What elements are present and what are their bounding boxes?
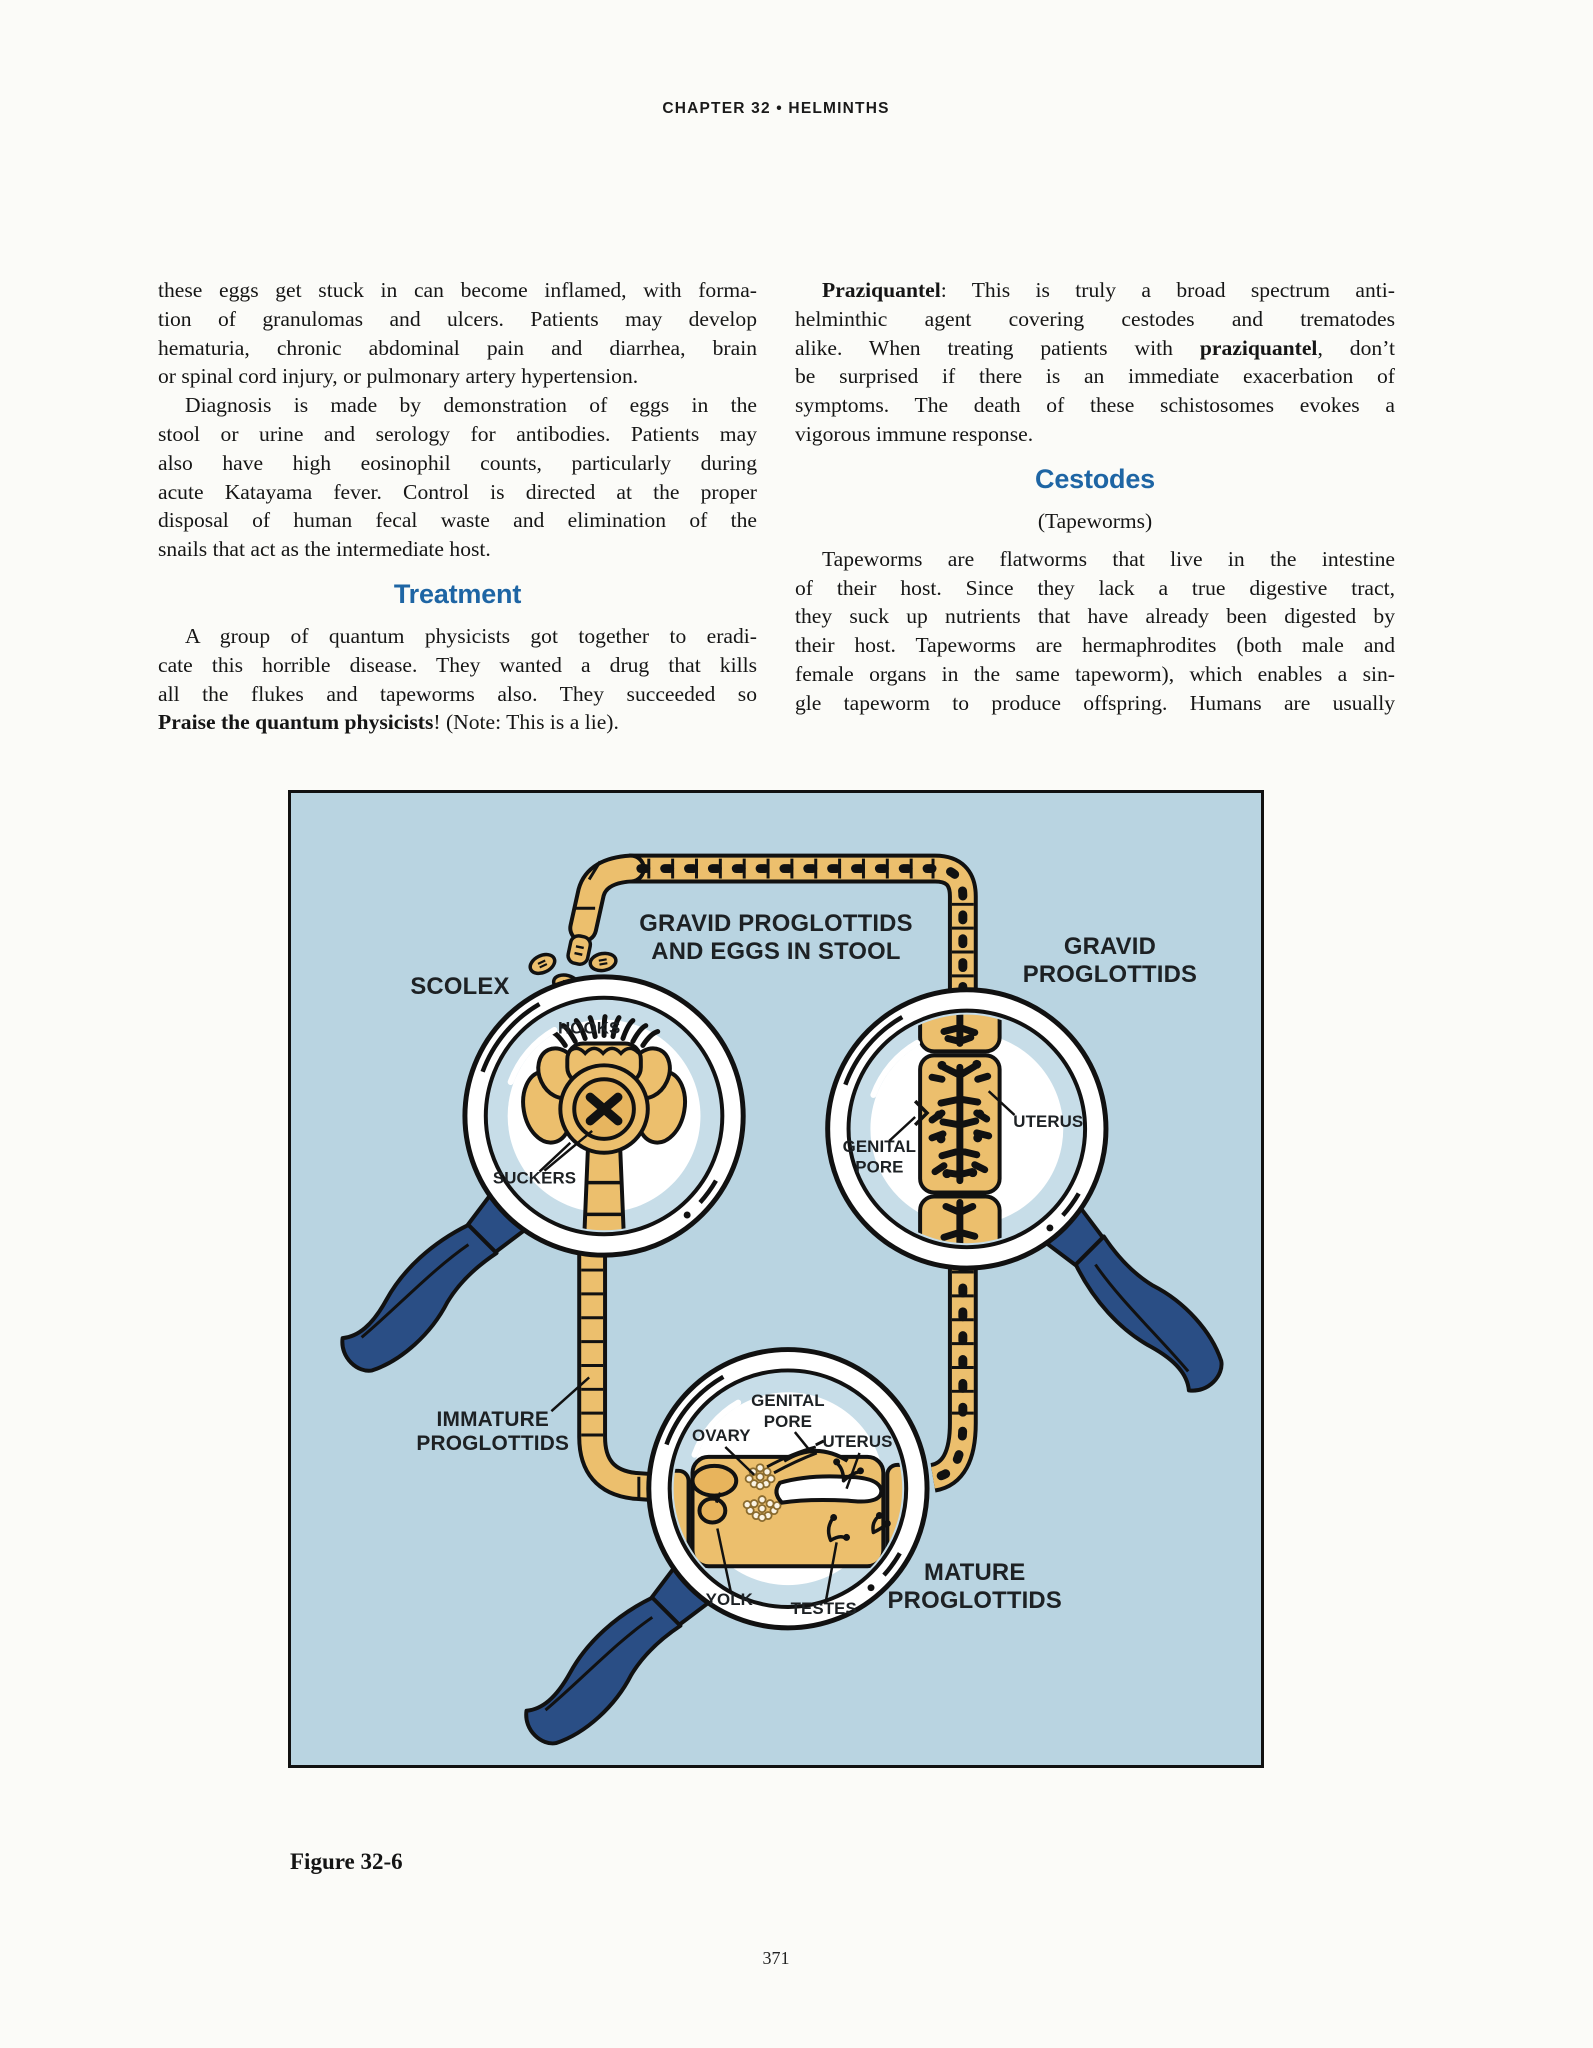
testes-label: TESTES <box>790 1598 857 1618</box>
yolk-label: YOLK <box>705 1589 753 1609</box>
text-line: helminthic agent covering cestodes and trematodes <box>795 306 1395 331</box>
text-line: snails that act as the intermediate host. <box>158 537 491 562</box>
immature-proglottids-label: IMMATURE <box>436 1408 549 1432</box>
paragraph <box>795 545 1395 718</box>
text-line: Praise the quantum physicists! (Note: This is a lie). <box>158 710 619 735</box>
suckers-label: SUCKERS <box>492 1168 577 1188</box>
text-line: they suck up nutrients that have already been digested by <box>795 604 1395 629</box>
mature-proglottids-label: MATURE <box>924 1559 1026 1587</box>
mature-proglottids-label: PROGLOTTIDS <box>887 1586 1062 1614</box>
stool-label: AND EGGS IN STOOL <box>651 937 901 965</box>
immature-proglottids-label: PROGLOTTIDS <box>416 1431 570 1455</box>
text-line: of their host. Since they lack a true digestive tract, <box>795 575 1395 600</box>
text-line: female organs in the same tapeworm), which enables a sin- <box>795 661 1395 686</box>
genital-pore-label: GENITAL <box>751 1391 825 1411</box>
text-line: cate this horrible disease. They wanted a drug that kills <box>158 652 757 677</box>
uterus-label: UTERUS <box>822 1431 893 1451</box>
detached-proglottid <box>567 934 592 965</box>
section-subheading-tapeworms: (Tapeworms) <box>1037 508 1153 533</box>
text-line: be surprised if there is an immediate exacerbation of <box>795 364 1395 389</box>
text-line: tion of granulomas and ulcers. Patients may develop <box>158 306 757 331</box>
scolex-label: SCOLEX <box>410 972 510 1000</box>
text-line: or spinal cord injury, or pulmonary artery hypertension. <box>158 364 639 389</box>
gravid-proglottids-label: GRAVID <box>1063 933 1157 961</box>
uterus-label: UTERUS <box>1013 1111 1084 1131</box>
text-line: A group of quantum physicists got together to eradi- <box>185 623 757 648</box>
text-line: Tapeworms are flatworms that live in the intestine <box>822 546 1395 571</box>
genital-pore-label: GENITAL <box>842 1136 917 1156</box>
text-line: these eggs get stuck in can become inflamed, with forma- <box>158 278 757 302</box>
text-line: symptoms. The death of these schistosomes evokes a <box>795 393 1395 418</box>
mature-proglottid-art <box>661 1441 915 1566</box>
text-line: vigorous immune response. <box>795 421 1034 446</box>
text-line: stool or urine and serology for antibodies. Patients may <box>158 421 757 446</box>
hooks-label: HOOKS <box>557 1018 621 1038</box>
figure-32-6-tapeworm-diagram <box>288 790 1264 1768</box>
left-column <box>158 276 757 737</box>
text-line: hematuria, chronic abdominal pain and diarrhea, brain <box>158 335 757 360</box>
genital-pore-label: PORE <box>855 1157 904 1177</box>
text-line: all the flukes and tapeworms also. They succeeded so <box>158 681 757 706</box>
genital-pore-label: PORE <box>763 1412 813 1432</box>
running-header: CHAPTER 32 • HELMINTHS <box>662 100 890 117</box>
text-line: their host. Tapeworms are hermaphrodites (both male and <box>795 633 1395 658</box>
text-line: acute Katayama fever. Control is directed at the proper <box>158 479 757 504</box>
tapeworm-life-diagram <box>291 793 1261 1765</box>
text-line: alike. When treating patients with praziquantel, don’t <box>795 335 1395 360</box>
paragraph <box>158 391 757 564</box>
stool-label: GRAVID PROGLOTTIDS <box>639 910 913 938</box>
right-column <box>795 276 1395 718</box>
page-number: 371 <box>762 1948 790 1968</box>
paragraph <box>158 276 757 391</box>
paragraph <box>158 622 757 737</box>
section-heading-treatment: Treatment <box>393 578 522 609</box>
paragraph <box>795 276 1395 449</box>
magnifier-mature-proglottids <box>649 1350 927 1628</box>
text-line: also have high eosinophil counts, particularly during <box>158 450 757 475</box>
text-line: Praziquantel: This is truly a broad spectrum anti- <box>822 278 1395 302</box>
text-line: Diagnosis is made by demonstration of eggs in the <box>185 393 757 418</box>
figure-caption: Figure 32-6 <box>290 1849 403 1874</box>
ovary-label: OVARY <box>692 1425 751 1445</box>
gravid-proglottids-label: PROGLOTTIDS <box>1022 960 1198 988</box>
section-heading-cestodes: Cestodes <box>1035 463 1155 494</box>
text-line: gle tapeworm to produce offspring. Humans are usually <box>795 690 1395 715</box>
text-line: disposal of human fecal waste and elimination of the <box>158 508 757 533</box>
